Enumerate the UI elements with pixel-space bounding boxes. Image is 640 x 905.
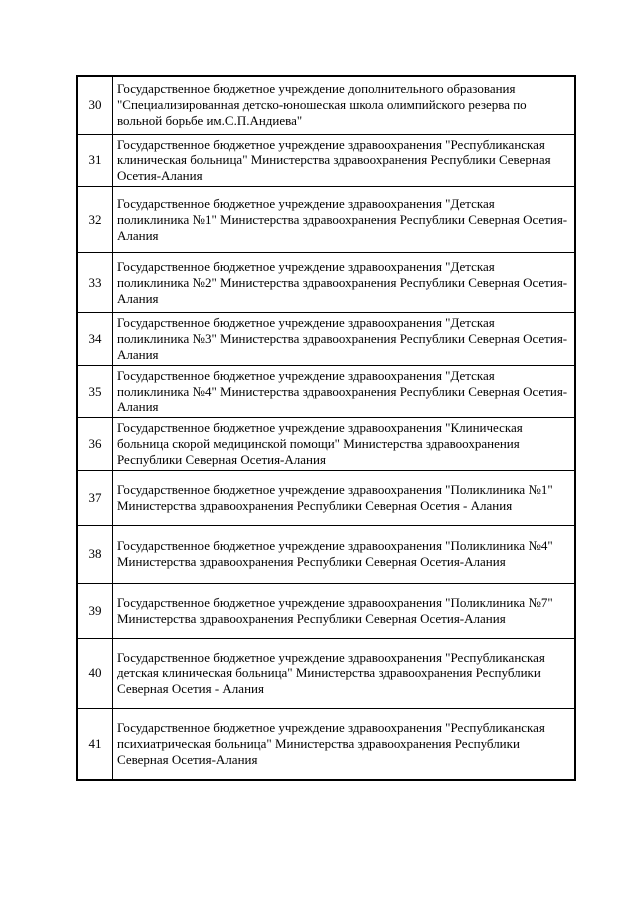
table-row: [77, 187, 575, 253]
organization-name: Государственное бюджетное учреждение здравоохранения "Клиническая больница скорой медицинской помощи" Министерства здравоохранения Республики Северная Осетия-Алания: [113, 418, 576, 471]
organization-name: Государственное бюджетное учреждение здравоохранения "Детская поликлиника №1" Министерства здравоохранения Республики Северная Осетия-Алания: [113, 187, 576, 253]
organization-name: Государственное бюджетное учреждение здравоохранения "Республиканская клиническая больница" Министерства здравоохранения Республики Северная Осетия-Алания: [113, 134, 576, 187]
organization-name: Государственное бюджетное учреждение здравоохранения "Республиканская детская клиническая больница" Министерства здравоохранения Республики Северная Осетия - Алания: [113, 638, 576, 708]
table-row: [77, 638, 575, 708]
table-row: [77, 134, 575, 187]
organizations-table: [76, 75, 576, 781]
row-number: 36: [77, 418, 113, 471]
table-row: [77, 470, 575, 525]
row-number: 37: [77, 470, 113, 525]
table-row: [77, 365, 575, 418]
row-number: 34: [77, 313, 113, 366]
organization-name: Государственное бюджетное учреждение дополнительного образования "Специализированная детско-юношеская школа олимпийского резерва по вольной борьбе им.С.П.Андиева": [113, 76, 576, 134]
row-number: 39: [77, 583, 113, 638]
row-number: 33: [77, 253, 113, 313]
organization-name: Государственное бюджетное учреждение здравоохранения "Поликлиника №7" Министерства здравоохранения Республики Северная Осетия-Алания: [113, 583, 576, 638]
table-row: [77, 418, 575, 471]
table-row: [77, 708, 575, 780]
organizations-table-body: [77, 76, 575, 780]
row-number: 38: [77, 525, 113, 583]
organization-name: Государственное бюджетное учреждение здравоохранения "Детская поликлиника №2" Министерства здравоохранения Республики Северная Осетия-Алания: [113, 253, 576, 313]
table-row: [77, 583, 575, 638]
row-number: 30: [77, 76, 113, 134]
row-number: 41: [77, 708, 113, 780]
row-number: 31: [77, 134, 113, 187]
table-row: [77, 525, 575, 583]
organization-name: Государственное бюджетное учреждение здравоохранения "Поликлиника №4" Министерства здравоохранения Республики Северная Осетия-Алания: [113, 525, 576, 583]
table-row: [77, 313, 575, 366]
organization-name: Государственное бюджетное учреждение здравоохранения "Детская поликлиника №3" Министерства здравоохранения Республики Северная Осетия-Алания: [113, 313, 576, 366]
table-row: [77, 253, 575, 313]
row-number: 32: [77, 187, 113, 253]
row-number: 35: [77, 365, 113, 418]
table-row: [77, 76, 575, 134]
row-number: 40: [77, 638, 113, 708]
organization-name: Государственное бюджетное учреждение здравоохранения "Детская поликлиника №4" Министерства здравоохранения Республики Северная Осетия-Алания: [113, 365, 576, 418]
organization-name: Государственное бюджетное учреждение здравоохранения "Республиканская психиатрическая больница" Министерства здравоохранения Республики Северная Осетия-Алания: [113, 708, 576, 780]
organization-name: Государственное бюджетное учреждение здравоохранения "Поликлиника №1" Министерства здравоохранения Республики Северная Осетия - Алания: [113, 470, 576, 525]
